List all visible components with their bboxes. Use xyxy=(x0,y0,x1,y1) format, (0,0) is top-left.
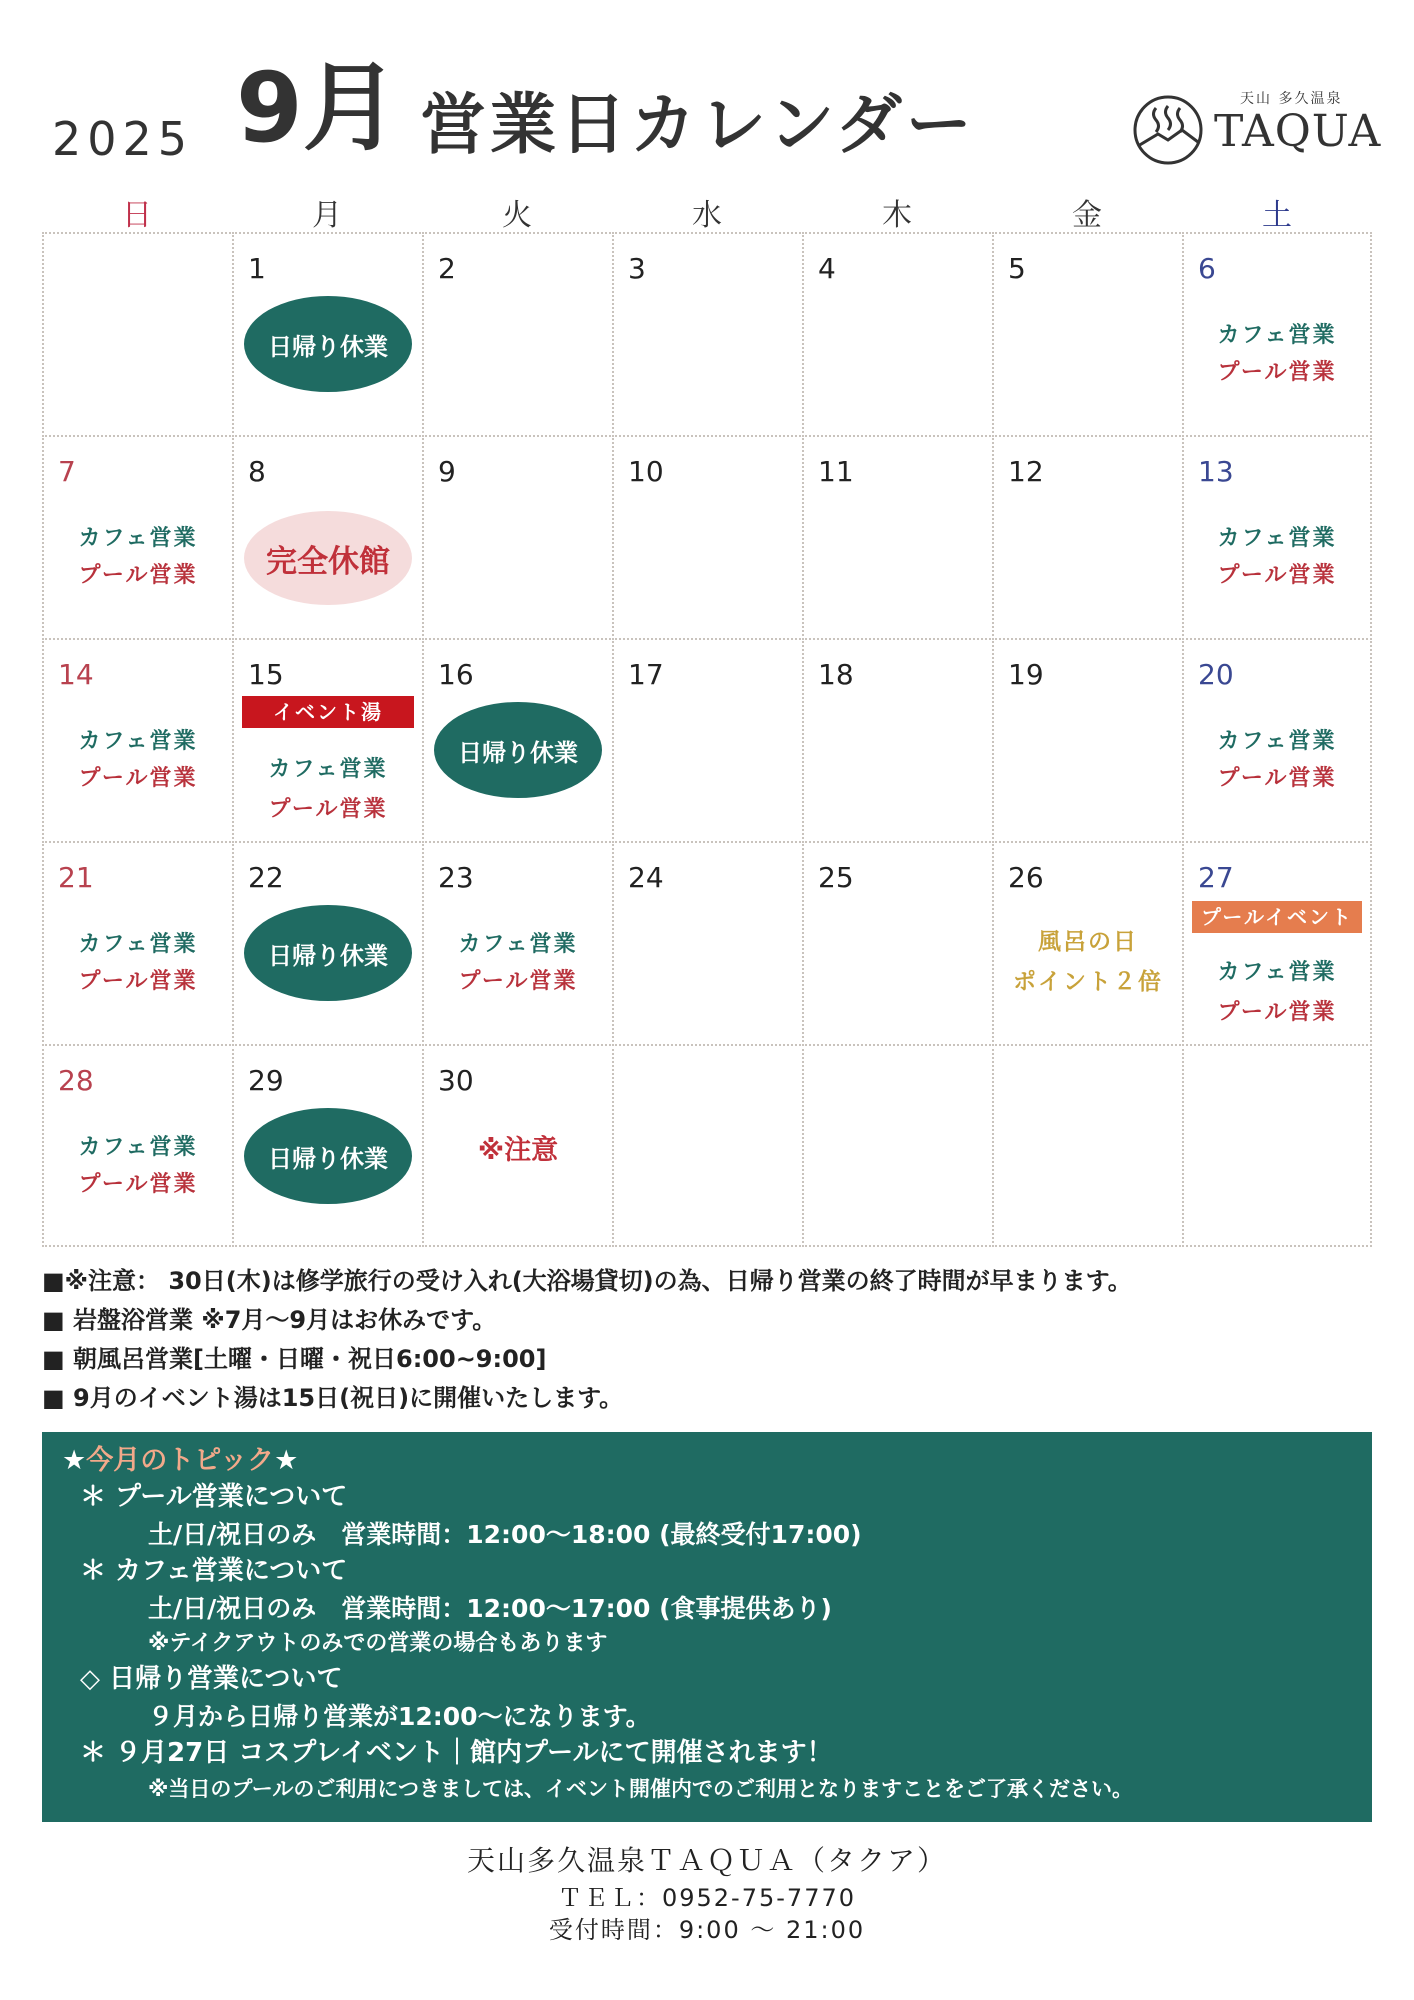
day-number: 30 xyxy=(438,1064,474,1097)
day-number: 9 xyxy=(438,455,456,488)
weekday-thu: 木 xyxy=(882,198,912,233)
cafe-open-label: カフェ営業 xyxy=(78,526,198,551)
pool-open-label: プール営業 xyxy=(1217,766,1337,791)
day-number: 3 xyxy=(628,252,646,285)
day-number: 20 xyxy=(1198,658,1234,691)
calendar-grid xyxy=(42,232,1372,1247)
calendar-cell xyxy=(1182,232,1372,437)
weekday-wed: 水 xyxy=(692,198,722,233)
logo xyxy=(1132,88,1382,174)
day-number: 13 xyxy=(1198,455,1234,488)
day-number: 19 xyxy=(1008,658,1044,691)
day-number: 11 xyxy=(818,455,854,488)
day-number: 24 xyxy=(628,861,664,894)
calendar-cell xyxy=(42,435,234,640)
day-number: 16 xyxy=(438,658,474,691)
day-number: 29 xyxy=(248,1064,284,1097)
footer-name: 天山多久温泉ＴＡＱＵＡ（タクア） xyxy=(466,1844,947,1877)
day-number: 4 xyxy=(818,252,836,285)
weekday-sat: 土 xyxy=(1262,198,1292,233)
calendar-cell xyxy=(802,435,994,640)
calendar-cell xyxy=(992,638,1184,843)
day-number: 8 xyxy=(248,455,266,488)
cafe-open-label: カフェ営業 xyxy=(78,932,198,957)
pool-open-label: プール営業 xyxy=(458,969,578,994)
topic-day-note: ９月から日帰り営業が12:00～になります。 xyxy=(148,1702,651,1731)
calendar-cell xyxy=(1182,435,1372,640)
calendar-cell xyxy=(802,232,994,437)
day-closed-badge: 日帰り休業 xyxy=(244,1108,412,1204)
pool-open-label: プール営業 xyxy=(1217,1000,1337,1025)
cafe-open-label: カフェ営業 xyxy=(458,932,578,957)
day-number: 22 xyxy=(248,861,284,894)
calendar-cell xyxy=(802,841,994,1046)
cafe-open-label: カフェ営業 xyxy=(268,757,388,782)
day-closed-badge: 日帰り休業 xyxy=(244,905,412,1001)
calendar-cell xyxy=(232,232,424,437)
day-number: 18 xyxy=(818,658,854,691)
day-number: 10 xyxy=(628,455,664,488)
day-number: 14 xyxy=(58,658,94,691)
day-number: 21 xyxy=(58,861,94,894)
calendar-cell xyxy=(42,1044,234,1247)
calendar-cell xyxy=(42,841,234,1046)
calendar-cell xyxy=(42,638,234,843)
weekday-sun: 日 xyxy=(122,198,152,233)
furo-day-label: 風呂の日 xyxy=(1038,929,1138,955)
cafe-open-label: カフェ営業 xyxy=(1217,960,1337,985)
note-line: ■ 9月のイベント湯は15日(祝日)に開催いたします。 xyxy=(42,1384,624,1412)
year: 2025 xyxy=(52,112,194,166)
day-number: 12 xyxy=(1008,455,1044,488)
event-bath-tag: イベント湯 xyxy=(242,696,414,728)
topic-cafe-note: ※テイクアウトのみでの営業の場合もあります xyxy=(148,1631,608,1656)
cafe-open-label: カフェ営業 xyxy=(1217,323,1337,348)
calendar-cell xyxy=(992,1044,1184,1247)
calendar-cell xyxy=(612,435,804,640)
footer-hours: 受付時間：9:00 ～ 21:00 xyxy=(548,1916,866,1944)
weekday-tue: 火 xyxy=(502,198,532,233)
footer-tel: ＴＥＬ：0952-75-7770 xyxy=(557,1884,856,1912)
calendar-cell xyxy=(612,841,804,1046)
calendar-cell xyxy=(232,435,424,640)
cafe-open-label: カフェ営業 xyxy=(1217,729,1337,754)
caution-label: ※注意 xyxy=(477,1135,559,1166)
topic-day-heading: ◇ 日帰り営業について xyxy=(80,1664,343,1694)
calendar-cell xyxy=(1182,638,1372,843)
logo-subtitle: 天山 多久温泉 xyxy=(1240,91,1343,107)
topic-cosplay-heading: ＊ ９月27日 コスプレイベント｜館内プールにて開催されます！ xyxy=(80,1738,833,1768)
notes xyxy=(42,1262,1372,1418)
pool-open-label: プール営業 xyxy=(78,766,198,791)
points-label: ポイント２倍 xyxy=(1013,969,1163,995)
day-number: 7 xyxy=(58,455,76,488)
calendar-cell xyxy=(992,435,1184,640)
day-number: 2 xyxy=(438,252,456,285)
calendar-cell xyxy=(42,232,234,437)
calendar-cell xyxy=(1182,1044,1372,1247)
calendar-cell xyxy=(612,232,804,437)
topics-title xyxy=(62,1442,1352,1479)
calendar-cell xyxy=(232,1044,424,1247)
cafe-open-label: カフェ営業 xyxy=(1217,526,1337,551)
logo-text: TAQUA xyxy=(1214,106,1382,157)
pool-open-label: プール営業 xyxy=(78,563,198,588)
topic-cafe-hours: 土/日/祝日のみ 営業時間：12:00～17:00 (食事提供あり) xyxy=(148,1594,832,1623)
cafe-open-label: カフェ営業 xyxy=(78,729,198,754)
topics-title-text: 今月のトピック xyxy=(86,1445,275,1476)
calendar-cell xyxy=(802,1044,994,1247)
day-number: 6 xyxy=(1198,252,1216,285)
calendar-cell xyxy=(992,841,1184,1046)
calendar-cell xyxy=(422,435,614,640)
day-number: 26 xyxy=(1008,861,1044,894)
day-number: 25 xyxy=(818,861,854,894)
calendar-cell xyxy=(232,841,424,1046)
star-icon: ★ xyxy=(62,1445,87,1476)
calendar-cell xyxy=(612,1044,804,1247)
day-number: 15 xyxy=(248,658,284,691)
note-line: ■※注意： 30日(木)は修学旅行の受け入れ(大浴場貸切)の為、日帰り営業の終了時間が早まります。 xyxy=(42,1267,1132,1295)
day-number: 23 xyxy=(438,861,474,894)
calendar-cell xyxy=(612,638,804,843)
calendar-cell xyxy=(992,232,1184,437)
pool-open-label: プール営業 xyxy=(78,1172,198,1197)
topics-box xyxy=(42,1432,1372,1822)
topic-cosplay-note: ※当日のプールのご利用につきましては、イベント開催内でのご利用となりますことをご了承ください。 xyxy=(148,1777,1133,1801)
day-closed-badge: 日帰り休業 xyxy=(434,702,602,798)
full-closed-badge: 完全休館 xyxy=(244,511,412,605)
weekday-mon: 月 xyxy=(312,198,342,233)
day-number: 5 xyxy=(1008,252,1026,285)
calendar-cell xyxy=(232,638,424,843)
day-number: 28 xyxy=(58,1064,94,1097)
topic-pool-heading: ＊ プール営業について xyxy=(80,1482,348,1512)
calendar-cell xyxy=(422,638,614,843)
pool-open-label: プール営業 xyxy=(268,797,388,822)
cafe-open-label: カフェ営業 xyxy=(78,1135,198,1160)
calendar-cell xyxy=(1182,841,1372,1046)
pool-open-label: プール営業 xyxy=(1217,563,1337,588)
calendar-cell xyxy=(422,841,614,1046)
hot-spring-icon xyxy=(1132,94,1204,166)
day-number: 1 xyxy=(248,252,266,285)
page-title: 営業日カレンダー xyxy=(420,86,976,163)
footer xyxy=(0,1840,1414,1946)
header xyxy=(0,0,1414,190)
calendar-cell xyxy=(422,1044,614,1247)
topic-cafe-heading: ＊ カフェ営業について xyxy=(80,1556,348,1586)
month: 9月 xyxy=(236,52,399,164)
day-number: 27 xyxy=(1198,861,1234,894)
pool-open-label: プール営業 xyxy=(78,969,198,994)
star-icon: ★ xyxy=(274,1445,299,1476)
note-line: ■ 朝風呂営業[土曜・日曜・祝日6:00~9:00] xyxy=(42,1345,547,1373)
pool-open-label: プール営業 xyxy=(1217,360,1337,385)
calendar-cell xyxy=(422,232,614,437)
calendar-cell xyxy=(802,638,994,843)
pool-event-tag: プールイベント xyxy=(1192,901,1362,933)
weekday-header xyxy=(42,190,1372,233)
topic-pool-hours: 土/日/祝日のみ 営業時間：12:00～18:00 (最終受付17:00) xyxy=(148,1520,862,1549)
weekday-fri: 金 xyxy=(1072,198,1102,233)
day-number: 17 xyxy=(628,658,664,691)
day-closed-badge: 日帰り休業 xyxy=(244,296,412,392)
note-line: ■ 岩盤浴営業 ※7月～9月はお休みです。 xyxy=(42,1306,497,1334)
